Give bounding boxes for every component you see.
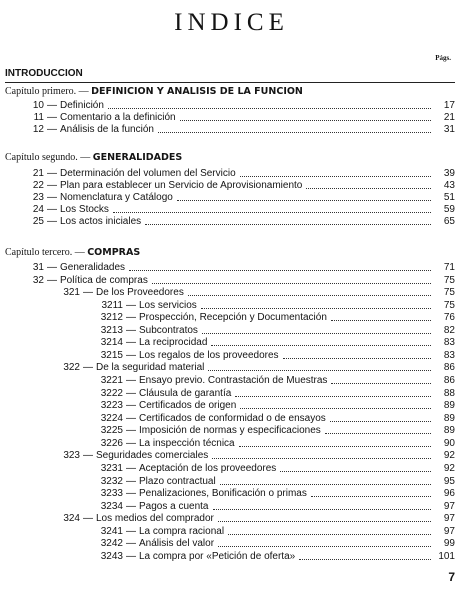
chapter-label: Capítulo tercero. — bbox=[5, 247, 85, 258]
dot-leader bbox=[218, 513, 431, 522]
entry-title: Penalizaciones, Bonificación o primas bbox=[139, 488, 307, 500]
entry-page-number: 97 bbox=[443, 500, 455, 512]
entry-page-number: 39 bbox=[443, 168, 455, 179]
entry-number: 3242 bbox=[100, 538, 123, 550]
toc-entry bbox=[97, 551, 455, 563]
chapter-heading-1 bbox=[5, 86, 303, 98]
dot-leader bbox=[212, 450, 431, 459]
chapter-label: Capítulo segundo. — bbox=[5, 152, 91, 163]
chapter-heading-3 bbox=[5, 247, 140, 259]
entry-number: 11 bbox=[33, 112, 44, 123]
entry-number: 323 bbox=[63, 450, 80, 462]
entry-dash: — bbox=[126, 425, 136, 437]
entry-number: 3214 bbox=[100, 337, 123, 349]
toc-entry bbox=[30, 180, 455, 192]
entry-number: 24 bbox=[32, 204, 44, 215]
entry-dash: — bbox=[83, 450, 93, 462]
entry-number: 3241 bbox=[100, 525, 123, 537]
entry-dash: — bbox=[126, 400, 136, 412]
entry-page-number: 59 bbox=[443, 204, 455, 215]
entry-number: 3226 bbox=[100, 437, 123, 449]
entry-dash: — bbox=[126, 312, 136, 324]
entry-dash: — bbox=[126, 462, 136, 474]
entry-dash: — bbox=[126, 488, 136, 500]
entry-number: 3233 bbox=[100, 488, 123, 500]
entry-page-number: 89 bbox=[443, 425, 455, 437]
entry-number: 3211 bbox=[101, 299, 123, 311]
entry-page-number: 31 bbox=[443, 124, 455, 135]
entry-title: Definición bbox=[60, 100, 104, 111]
entry-dash: — bbox=[47, 274, 57, 286]
entry-page-number: 43 bbox=[443, 180, 455, 191]
entry-number: 12 bbox=[32, 124, 44, 135]
dot-leader bbox=[202, 325, 431, 334]
toc-entry bbox=[97, 438, 455, 450]
entry-title: Seguridades comerciales bbox=[96, 450, 209, 462]
entry-title: Prospección, Recepción y Documentación bbox=[139, 312, 327, 324]
entry-page-number: 89 bbox=[443, 412, 455, 424]
entry-number: 10 bbox=[32, 100, 44, 111]
entry-title: Los actos iniciales bbox=[60, 216, 142, 227]
entry-dash: — bbox=[47, 262, 57, 273]
chapter-label: Capítulo primero. — bbox=[5, 86, 89, 97]
entry-page-number: 71 bbox=[443, 262, 455, 273]
entry-page-number: 75 bbox=[443, 274, 455, 286]
entry-dash: — bbox=[47, 192, 57, 203]
entry-page-number: 75 bbox=[443, 299, 455, 311]
entry-page-number: 76 bbox=[443, 312, 455, 324]
toc-entry bbox=[97, 325, 455, 337]
toc-entry bbox=[30, 168, 455, 180]
toc-entry bbox=[97, 463, 455, 475]
entry-dash: — bbox=[47, 100, 57, 111]
toc-entry bbox=[97, 312, 455, 324]
dot-leader bbox=[113, 204, 431, 213]
entry-title: La compra racional bbox=[139, 525, 225, 537]
toc-entry bbox=[60, 450, 455, 462]
entry-dash: — bbox=[47, 180, 57, 191]
entry-page-number: 89 bbox=[443, 400, 455, 412]
entry-number: 3222 bbox=[100, 387, 123, 399]
entry-dash: — bbox=[47, 216, 57, 227]
dot-leader bbox=[330, 413, 431, 422]
toc-entry bbox=[60, 513, 455, 525]
toc-entry bbox=[97, 337, 455, 349]
entry-number: 22 bbox=[32, 180, 44, 191]
entry-title: Cláusula de garantía bbox=[139, 387, 232, 399]
entry-dash: — bbox=[126, 299, 136, 311]
entry-number: 32 bbox=[32, 274, 44, 286]
entry-number: 3225 bbox=[100, 425, 123, 437]
entry-number: 321 bbox=[63, 287, 80, 299]
entry-title: Certificados de origen bbox=[139, 400, 237, 412]
entry-title: Análisis del valor bbox=[139, 538, 215, 550]
chapter-heading-2 bbox=[5, 152, 182, 164]
entry-number: 3212 bbox=[100, 312, 123, 324]
page-title: INDICE bbox=[174, 9, 289, 36]
entry-number: 31 bbox=[32, 262, 44, 273]
entry-number: 21 bbox=[32, 168, 44, 179]
dot-leader bbox=[240, 168, 431, 177]
entry-title: Generalidades bbox=[60, 262, 126, 273]
entry-title: Imposición de normas y especificaciones bbox=[139, 425, 321, 437]
entry-title: De la seguridad material bbox=[96, 362, 205, 374]
entry-title: Política de compras bbox=[60, 274, 148, 286]
entry-dash: — bbox=[126, 349, 136, 361]
entry-page-number: 86 bbox=[443, 362, 455, 374]
entry-title: La reciprocidad bbox=[139, 337, 208, 349]
entry-page-number: 92 bbox=[443, 450, 455, 462]
dot-leader bbox=[180, 112, 431, 121]
toc-entry bbox=[97, 375, 455, 387]
entry-title: Los regalos de los proveedores bbox=[139, 349, 279, 361]
dot-leader bbox=[177, 192, 431, 201]
entry-page-number: 21 bbox=[443, 112, 455, 123]
dot-leader bbox=[240, 400, 431, 409]
entry-page-number: 90 bbox=[443, 437, 455, 449]
entry-number: 3224 bbox=[100, 412, 123, 424]
chapter-title: GENERALIDADES bbox=[92, 152, 183, 163]
entry-title: Ensayo previo. Contrastación de Muestras bbox=[139, 375, 328, 387]
dot-leader bbox=[235, 388, 431, 397]
dot-leader bbox=[220, 476, 431, 485]
entry-title: Nomenclatura y Catálogo bbox=[60, 192, 173, 203]
entry-page-number: 101 bbox=[438, 550, 455, 562]
entry-page-number: 97 bbox=[443, 525, 455, 537]
entry-dash: — bbox=[83, 513, 93, 525]
entry-number: 322 bbox=[63, 362, 80, 374]
entry-dash: — bbox=[47, 112, 57, 123]
entry-dash: — bbox=[126, 525, 136, 537]
toc-entry bbox=[97, 388, 455, 400]
entry-number: 324 bbox=[63, 513, 80, 525]
chapter-title: DEFINICION Y ANALISIS DE LA FUNCION bbox=[91, 86, 303, 97]
dot-leader bbox=[188, 287, 431, 296]
entry-dash: — bbox=[126, 412, 136, 424]
entry-dash: — bbox=[126, 337, 136, 349]
entry-page-number: 17 bbox=[443, 100, 455, 111]
entry-dash: — bbox=[47, 124, 57, 135]
entry-title: La inspección técnica bbox=[139, 437, 235, 449]
toc-entry bbox=[97, 538, 455, 550]
entry-title: Certificados de conformidad o de ensayos bbox=[139, 412, 326, 424]
entry-page-number: 95 bbox=[443, 475, 455, 487]
dot-leader bbox=[331, 375, 431, 384]
toc-entry bbox=[30, 192, 455, 204]
entry-dash: — bbox=[126, 437, 136, 449]
entry-title: Plan para establecer un Servicio de Aprovisionamiento bbox=[60, 180, 303, 191]
entry-dash: — bbox=[47, 204, 57, 215]
toc-entry bbox=[97, 488, 455, 500]
entry-title: Pagos a cuenta bbox=[139, 500, 209, 512]
toc-entry bbox=[97, 425, 455, 437]
toc-entry bbox=[30, 216, 455, 228]
entry-dash: — bbox=[126, 550, 136, 562]
entry-dash: — bbox=[83, 287, 93, 299]
entry-dash: — bbox=[47, 168, 57, 179]
dot-leader bbox=[129, 262, 431, 271]
entry-number: 3234 bbox=[100, 500, 123, 512]
dot-leader bbox=[108, 100, 431, 109]
entry-title: Subcontratos bbox=[139, 324, 198, 336]
dot-leader bbox=[152, 275, 431, 284]
entry-page-number: 86 bbox=[443, 375, 455, 387]
entry-number: 25 bbox=[32, 216, 44, 227]
entry-number: 3223 bbox=[100, 400, 123, 412]
toc-entry bbox=[97, 526, 455, 538]
toc-entry bbox=[97, 413, 455, 425]
toc-entry bbox=[97, 300, 455, 312]
dot-leader bbox=[280, 463, 431, 472]
entry-number: 3243 bbox=[100, 550, 123, 562]
dot-leader bbox=[218, 538, 431, 547]
toc-entry bbox=[30, 100, 455, 112]
toc-entry bbox=[30, 262, 455, 274]
dot-leader bbox=[299, 551, 431, 560]
entry-title: De los Proveedores bbox=[96, 287, 184, 299]
toc-entry bbox=[97, 476, 455, 488]
entry-dash: — bbox=[126, 475, 136, 487]
toc-entry bbox=[60, 287, 455, 299]
entry-number: 3213 bbox=[100, 324, 123, 336]
entry-title: Los Stocks bbox=[60, 204, 109, 215]
entry-title: La compra por «Petición de oferta» bbox=[139, 550, 296, 562]
entry-dash: — bbox=[83, 362, 93, 374]
toc-entry bbox=[97, 501, 455, 513]
entry-page-number: 83 bbox=[443, 337, 455, 349]
entry-dash: — bbox=[126, 387, 136, 399]
toc-entry bbox=[97, 400, 455, 412]
entry-page-number: 88 bbox=[443, 387, 455, 399]
section-divider bbox=[5, 82, 455, 83]
entry-number: 3221 bbox=[100, 375, 123, 387]
entry-page-number: 97 bbox=[443, 513, 455, 525]
dot-leader bbox=[201, 300, 431, 309]
toc-entry bbox=[30, 124, 455, 136]
dot-leader bbox=[228, 526, 431, 535]
dot-leader bbox=[158, 124, 431, 133]
chapter-title: COMPRAS bbox=[87, 247, 141, 258]
entry-page-number: 75 bbox=[443, 287, 455, 299]
entry-title: Los servicios bbox=[139, 299, 197, 311]
section-heading: INTRODUCCION bbox=[5, 68, 83, 79]
entry-dash: — bbox=[126, 324, 136, 336]
entry-title: Plazo contractual bbox=[139, 475, 216, 487]
dot-leader bbox=[306, 180, 431, 189]
entry-page-number: 83 bbox=[443, 349, 455, 361]
page-number: 7 bbox=[448, 570, 455, 584]
entry-number: 3231 bbox=[100, 462, 123, 474]
toc-entry bbox=[97, 350, 455, 362]
entry-page-number: 92 bbox=[443, 462, 455, 474]
entry-page-number: 51 bbox=[443, 192, 455, 203]
entry-dash: — bbox=[126, 375, 136, 387]
dot-leader bbox=[211, 337, 431, 346]
entry-title: Determinación del volumen del Servicio bbox=[60, 168, 236, 179]
toc-entry bbox=[30, 112, 455, 124]
dot-leader bbox=[325, 425, 431, 434]
dot-leader bbox=[331, 312, 431, 321]
dot-leader bbox=[145, 216, 431, 225]
entry-page-number: 96 bbox=[443, 488, 455, 500]
toc-entry bbox=[30, 275, 455, 287]
entry-page-number: 65 bbox=[443, 216, 455, 227]
toc-entry bbox=[60, 362, 455, 374]
entry-title: Comentario a la definición bbox=[60, 112, 176, 123]
entry-page-number: 99 bbox=[443, 538, 455, 550]
entry-number: 23 bbox=[32, 192, 44, 203]
dot-leader bbox=[283, 350, 431, 359]
dot-leader bbox=[311, 488, 431, 497]
toc-entry bbox=[30, 204, 455, 216]
dot-leader bbox=[239, 438, 431, 447]
entry-page-number: 82 bbox=[443, 324, 455, 336]
entry-title: Aceptación de los proveedores bbox=[139, 462, 277, 474]
dot-leader bbox=[208, 362, 431, 371]
entry-title: Los medios del comprador bbox=[96, 513, 214, 525]
entry-dash: — bbox=[126, 538, 136, 550]
dot-leader bbox=[213, 501, 432, 510]
entry-title: Análisis de la función bbox=[60, 124, 154, 135]
entry-dash: — bbox=[126, 500, 136, 512]
pages-column-header: Págs. bbox=[435, 54, 451, 62]
entry-number: 3232 bbox=[100, 475, 123, 487]
entry-number: 3215 bbox=[100, 349, 123, 361]
